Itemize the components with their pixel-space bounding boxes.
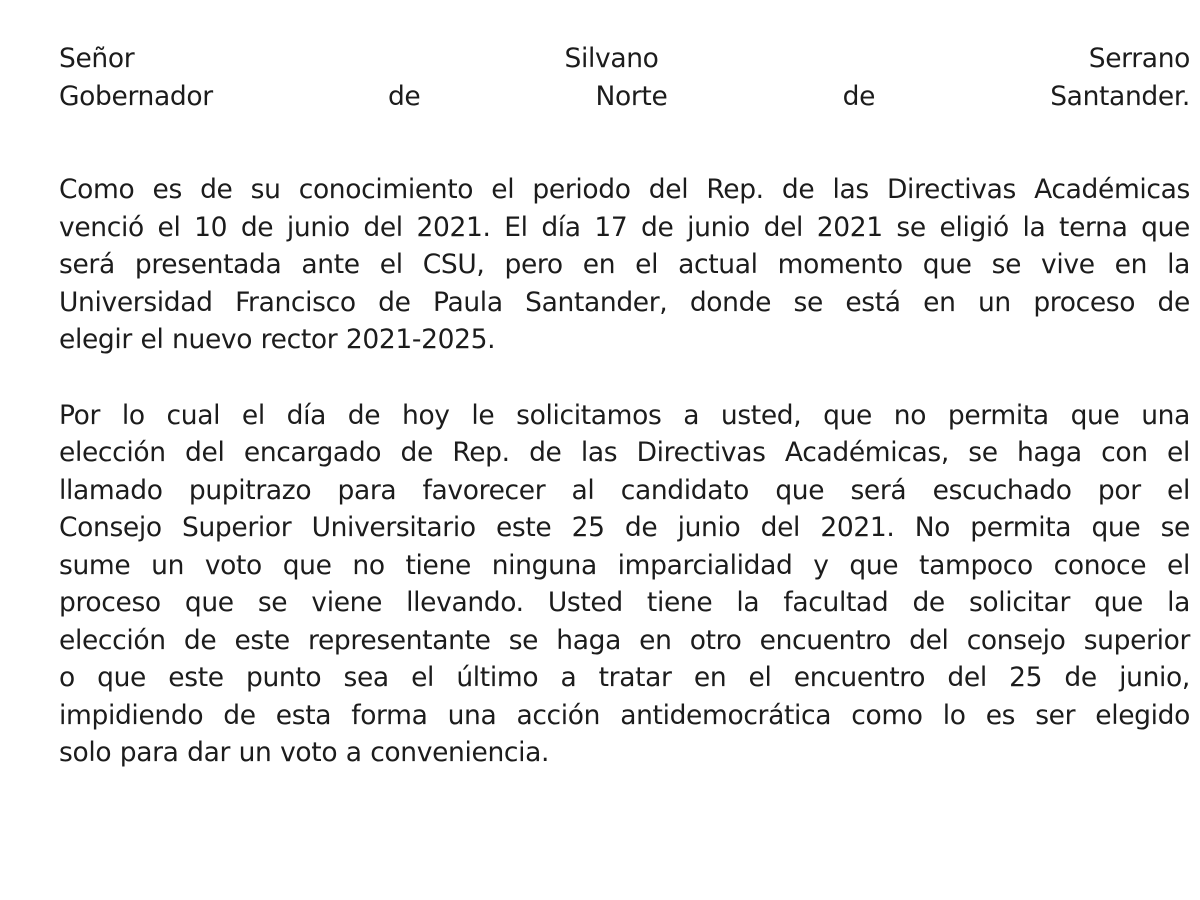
paragraph-2-line: solo para dar un voto a conveniencia. — [59, 737, 550, 768]
paragraph-2-line: o que este punto sea el último a tratar en el encuentro del 25 de junio, — [59, 662, 1190, 693]
paragraph-2-line: elección de este representante se haga en otro encuentro del consejo superior — [59, 624, 1190, 656]
paragraph-2-line: Consejo Superior Universitario este 25 de junio del 2021. No permita que se — [59, 512, 1190, 543]
paragraph-2-line: proceso que se viene llevando. Usted tiene la facultad de solicitar que la — [59, 587, 1190, 618]
paragraph-2-line: impidiendo de esta forma una acción antidemocrática como lo es ser elegido — [59, 699, 1190, 731]
paragraph-2-line: elección del encargado de Rep. de las Directivas Académicas, se haga con el — [59, 437, 1190, 468]
paragraph-2-line: sume un voto que no tiene ninguna imparcialidad y que tampoco conoce el — [59, 549, 1190, 581]
paragraph-1-line: elegir el nuevo rector 2021-2025. — [59, 324, 496, 355]
paragraph-1-line: Como es de su conocimiento el periodo del Rep. de las Directivas Académicas — [59, 174, 1190, 205]
paragraph-2 — [59, 397, 1190, 772]
paragraph-2-line: llamado pupitrazo para favorecer al candidato que será escuchado por el — [59, 474, 1190, 506]
paragraph-1-line: Universidad Francisco de Paula Santander, donde se está en un proceso de — [59, 286, 1190, 318]
paragraph-1-line: venció el 10 de junio del 2021. El día 17 de junio del 2021 se eligió la terna que — [59, 211, 1190, 243]
paragraph-1 — [59, 171, 1190, 359]
paragraph-2-line: Por lo cual el día de hoy le solicitamos a usted, que no permita que una — [59, 399, 1190, 431]
addressee-title: Gobernador de Norte de Santander. — [59, 80, 1190, 112]
addressee-name: Señor Silvano Serrano — [59, 43, 1190, 74]
addressee-block — [59, 40, 1190, 115]
paragraph-1-line: será presentada ante el CSU, pero en el actual momento que se vive en la — [59, 249, 1190, 280]
